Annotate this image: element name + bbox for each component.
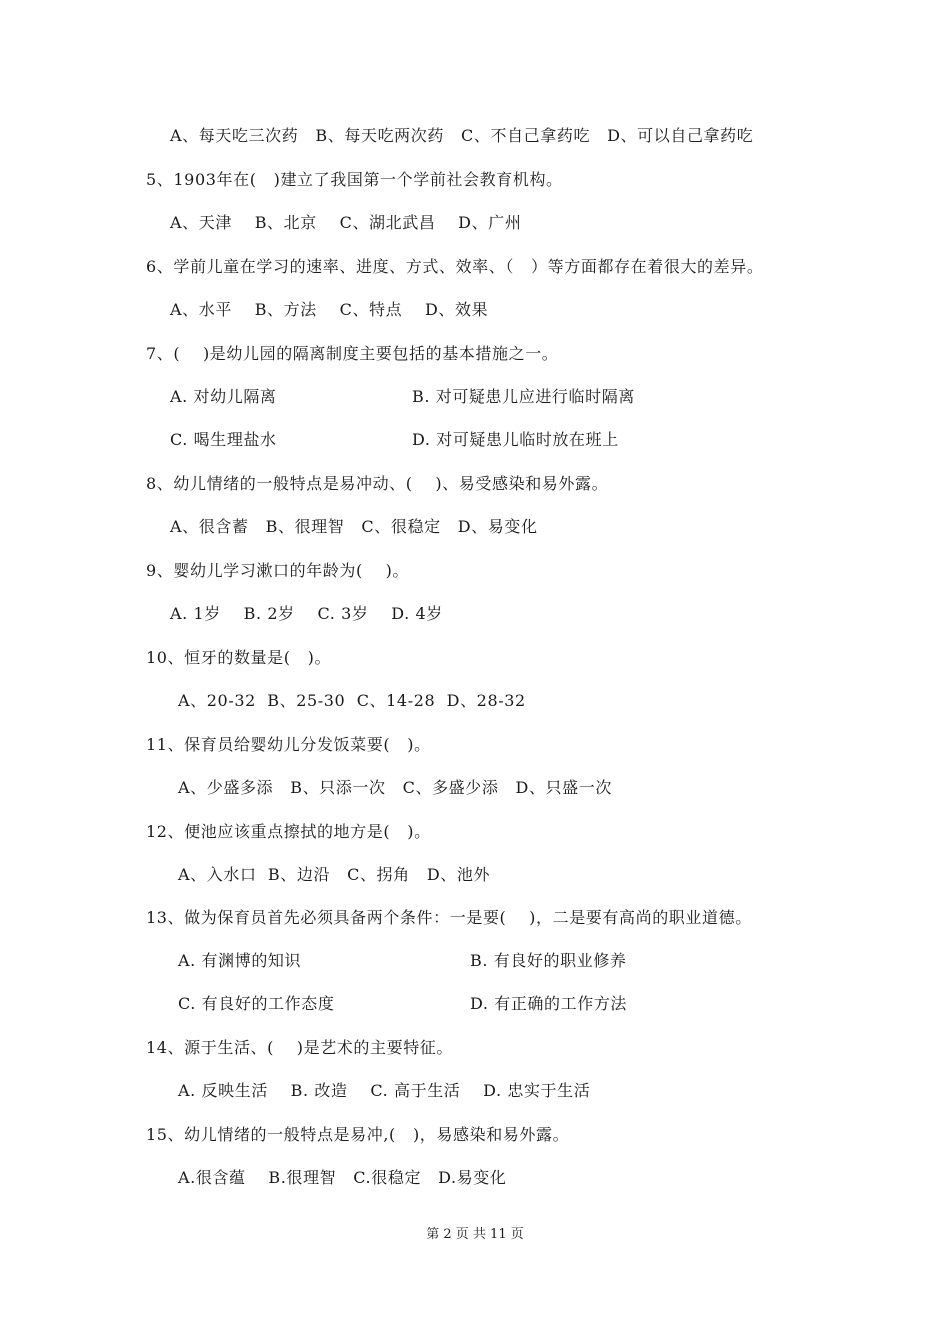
line-q12-options: A、入水口 B、边沿 C、拐角 D、池外 [178, 865, 491, 884]
question-7: 7、( )是幼儿园的隔离制度主要包括的基本措施之一。 [146, 344, 559, 363]
q7-option-a: A. 对幼儿隔离 [170, 387, 277, 406]
question-15: 15、幼儿情绪的一般特点是易冲,( )，易感染和易外露。 [146, 1125, 570, 1144]
page-footer: 第 2 页 共 11 页 [426, 1227, 524, 1242]
question-5: 5、1903年在( )建立了我国第一个学前社会教育机构。 [146, 170, 563, 189]
line-q9-options: A. 1岁 B. 2岁 C. 3岁 D. 4岁 [170, 604, 443, 623]
q13-option-a: A. 有渊博的知识 [178, 951, 302, 970]
line-q11-options: A、少盛多添 B、只添一次 C、多盛少添 D、只盛一次 [178, 778, 612, 797]
line-q5-options: A、天津 B、北京 C、湖北武昌 D、广州 [170, 213, 522, 232]
q13-option-c: C. 有良好的工作态度 [178, 994, 335, 1013]
q13-option-d: D. 有正确的工作方法 [470, 994, 628, 1013]
q7-option-b: B. 对可疑患儿应进行临时隔离 [412, 387, 635, 406]
line-q15-options: A.很含蕴 B.很理智 C.很稳定 D.易变化 [178, 1168, 507, 1187]
q13-option-b: B. 有良好的职业修养 [470, 951, 627, 970]
line-q14-options: A. 反映生活 B. 改造 C. 高于生活 D. 忠实于生活 [178, 1081, 591, 1100]
question-9: 9、婴幼儿学习漱口的年龄为( )。 [146, 561, 410, 580]
q7-option-c: C. 喝生理盐水 [170, 430, 277, 449]
question-12: 12、便池应该重点擦拭的地方是( )。 [146, 822, 431, 841]
line-q10-options: A、20-32 B、25-30 C、14-28 D、28-32 [178, 691, 526, 710]
line-q6-options: A、水平 B、方法 C、特点 D、效果 [170, 300, 489, 319]
q7-option-d: D. 对可疑患儿临时放在班上 [412, 430, 619, 449]
line-q4-options: A、每天吃三次药 B、每天吃两次药 C、不自己拿药吃 D、可以自己拿药吃 [170, 126, 754, 145]
question-13: 13、做为保育员首先必须具备两个条件：一是要( )，二是要有高尚的职业道德。 [146, 908, 752, 927]
question-6: 6、学前儿童在学习的速率、进度、方式、效率、（ ）等方面都存在着很大的差异。 [146, 257, 764, 276]
question-11: 11、保育员给婴幼儿分发饭菜要( )。 [146, 735, 431, 754]
question-8: 8、幼儿情绪的一般特点是易冲动、( )、易受感染和易外露。 [146, 474, 609, 493]
line-q8-options: A、很含蓄 B、很理智 C、很稳定 D、易变化 [170, 517, 538, 536]
question-14: 14、源于生活、( )是艺术的主要特征。 [146, 1038, 453, 1057]
question-10: 10、恒牙的数量是( )。 [146, 648, 332, 667]
